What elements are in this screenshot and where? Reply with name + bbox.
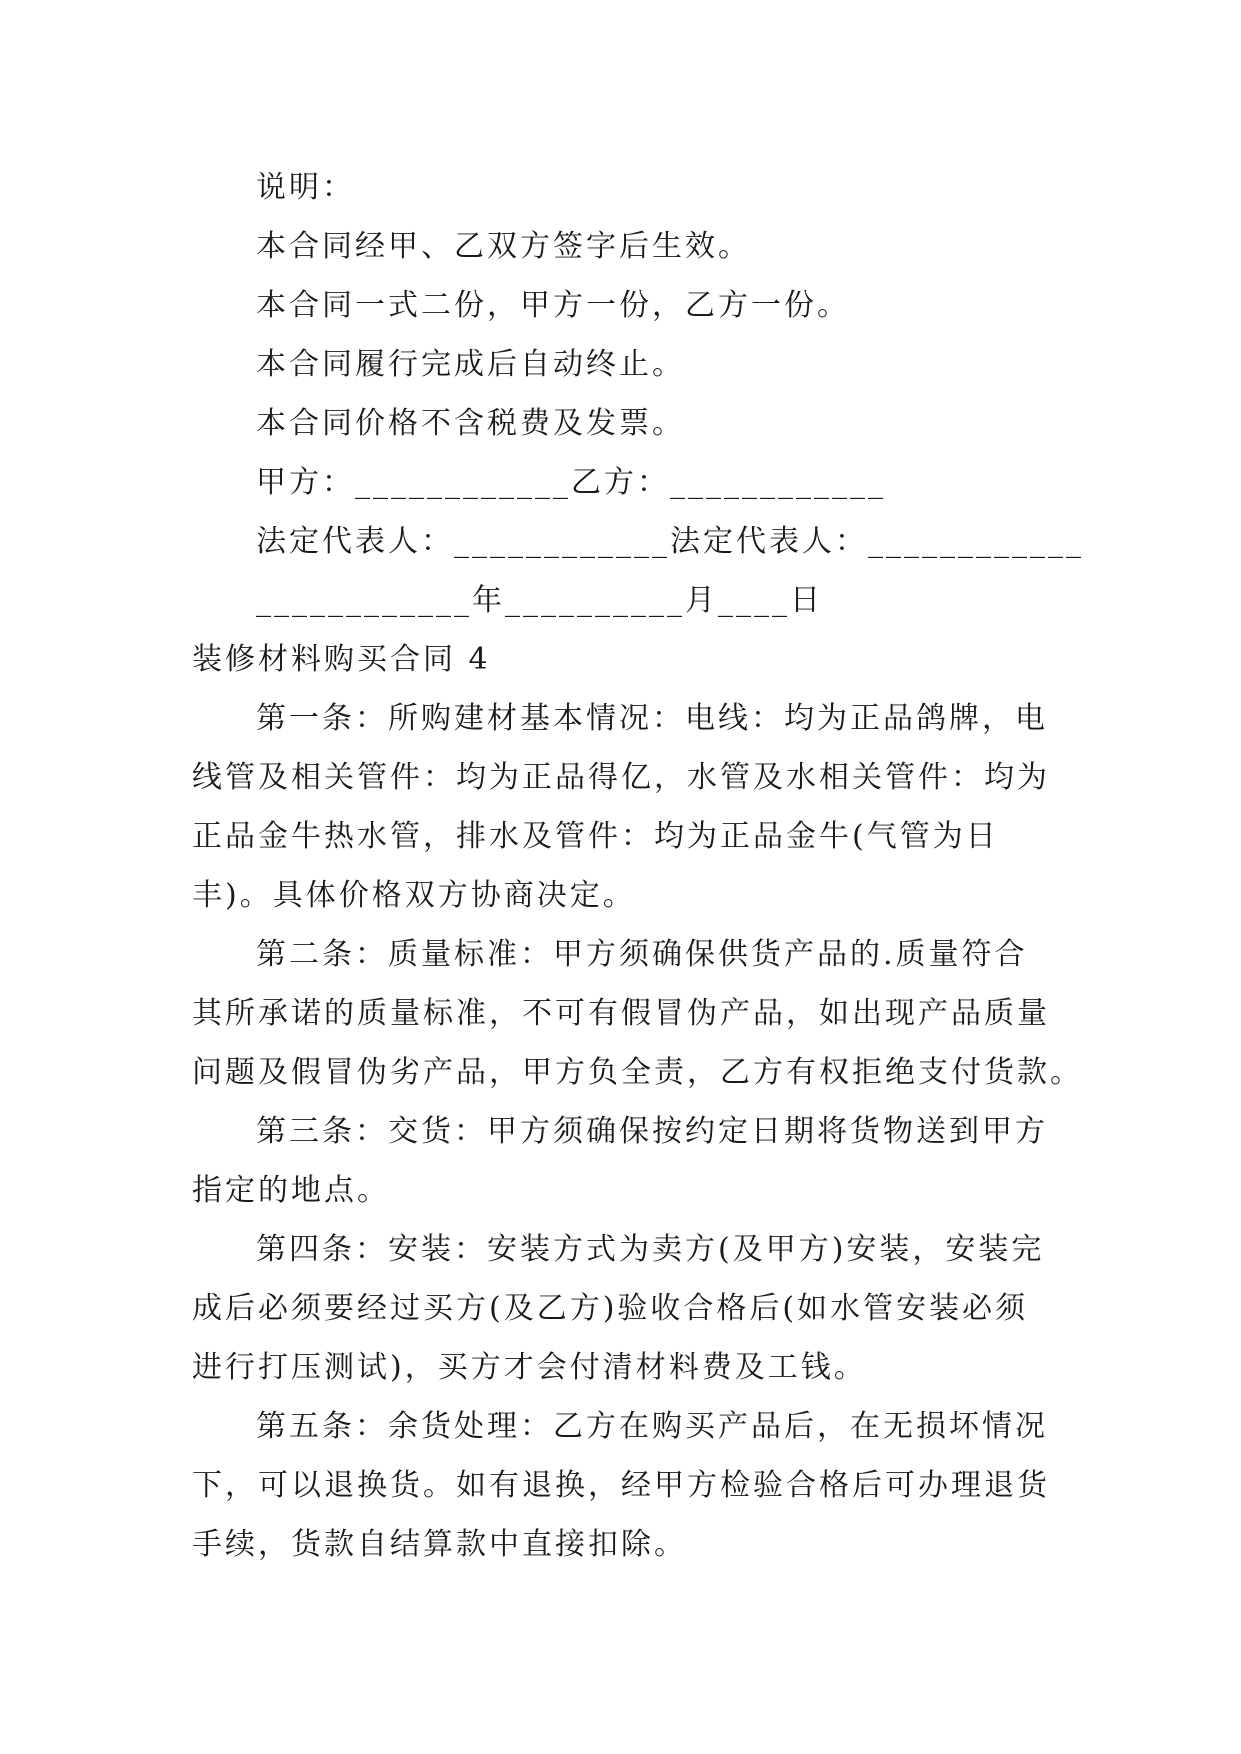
article-4-line: 第四条：安装：安装方式为卖方(及甲方)安装，安装完 [256, 1232, 1045, 1267]
article-1-line: 第一条：所购建材基本情况：电线：均为正品鸽牌，电 [256, 701, 1048, 736]
section-title: 装修材料购买合同 4 [192, 642, 491, 677]
article-2-line: 其所承诺的质量标准，不可有假冒伪产品，如出现产品质量 [192, 996, 1050, 1031]
note-item: 本合同价格不含税费及发票。 [256, 406, 685, 441]
article-4-line: 成后必须要经过买方(及乙方)验收合格后(如水管安装必须 [192, 1291, 1029, 1326]
article-1-line: 丰)。具体价格双方协商决定。 [192, 878, 636, 913]
date-line: ____________年__________月____日 [256, 583, 823, 618]
note-item: 本合同经甲、乙双方签字后生效。 [256, 229, 751, 264]
article-2-line: 问题及假冒伪劣产品，甲方负全责，乙方有权拒绝支付货款。 [192, 1055, 1083, 1090]
note-item: 本合同一式二份，甲方一份，乙方一份。 [256, 288, 850, 323]
article-2-line: 第二条：质量标准：甲方须确保供货产品的.质量符合 [256, 937, 1028, 972]
article-5-line: 第五条：余货处理：乙方在购买产品后，在无损坏情况 [256, 1409, 1048, 1444]
article-1-line: 线管及相关管件：均为正品得亿，水管及水相关管件：均为 [192, 760, 1050, 795]
article-3-line: 第三条：交货：甲方须确保按约定日期将货物送到甲方 [256, 1114, 1048, 1149]
notes-heading: 说明： [256, 170, 355, 205]
article-3-line: 指定的地点。 [192, 1173, 390, 1208]
note-item: 本合同履行完成后自动终止。 [256, 347, 685, 382]
article-5-line: 下，可以退换货。如有退换，经甲方检验合格后可办理退货 [192, 1468, 1050, 1503]
representatives-signature-line: 法定代表人：____________法定代表人：____________ [256, 524, 1084, 559]
article-1-line: 正品金牛热水管，排水及管件：均为正品金牛(气管为日 [192, 819, 999, 854]
article-4-line: 进行打压测试)，买方才会付清材料费及工钱。 [192, 1350, 867, 1385]
article-5-line: 手续，货款自结算款中直接扣除。 [192, 1527, 687, 1562]
parties-signature-line: 甲方：____________乙方：____________ [256, 465, 886, 500]
